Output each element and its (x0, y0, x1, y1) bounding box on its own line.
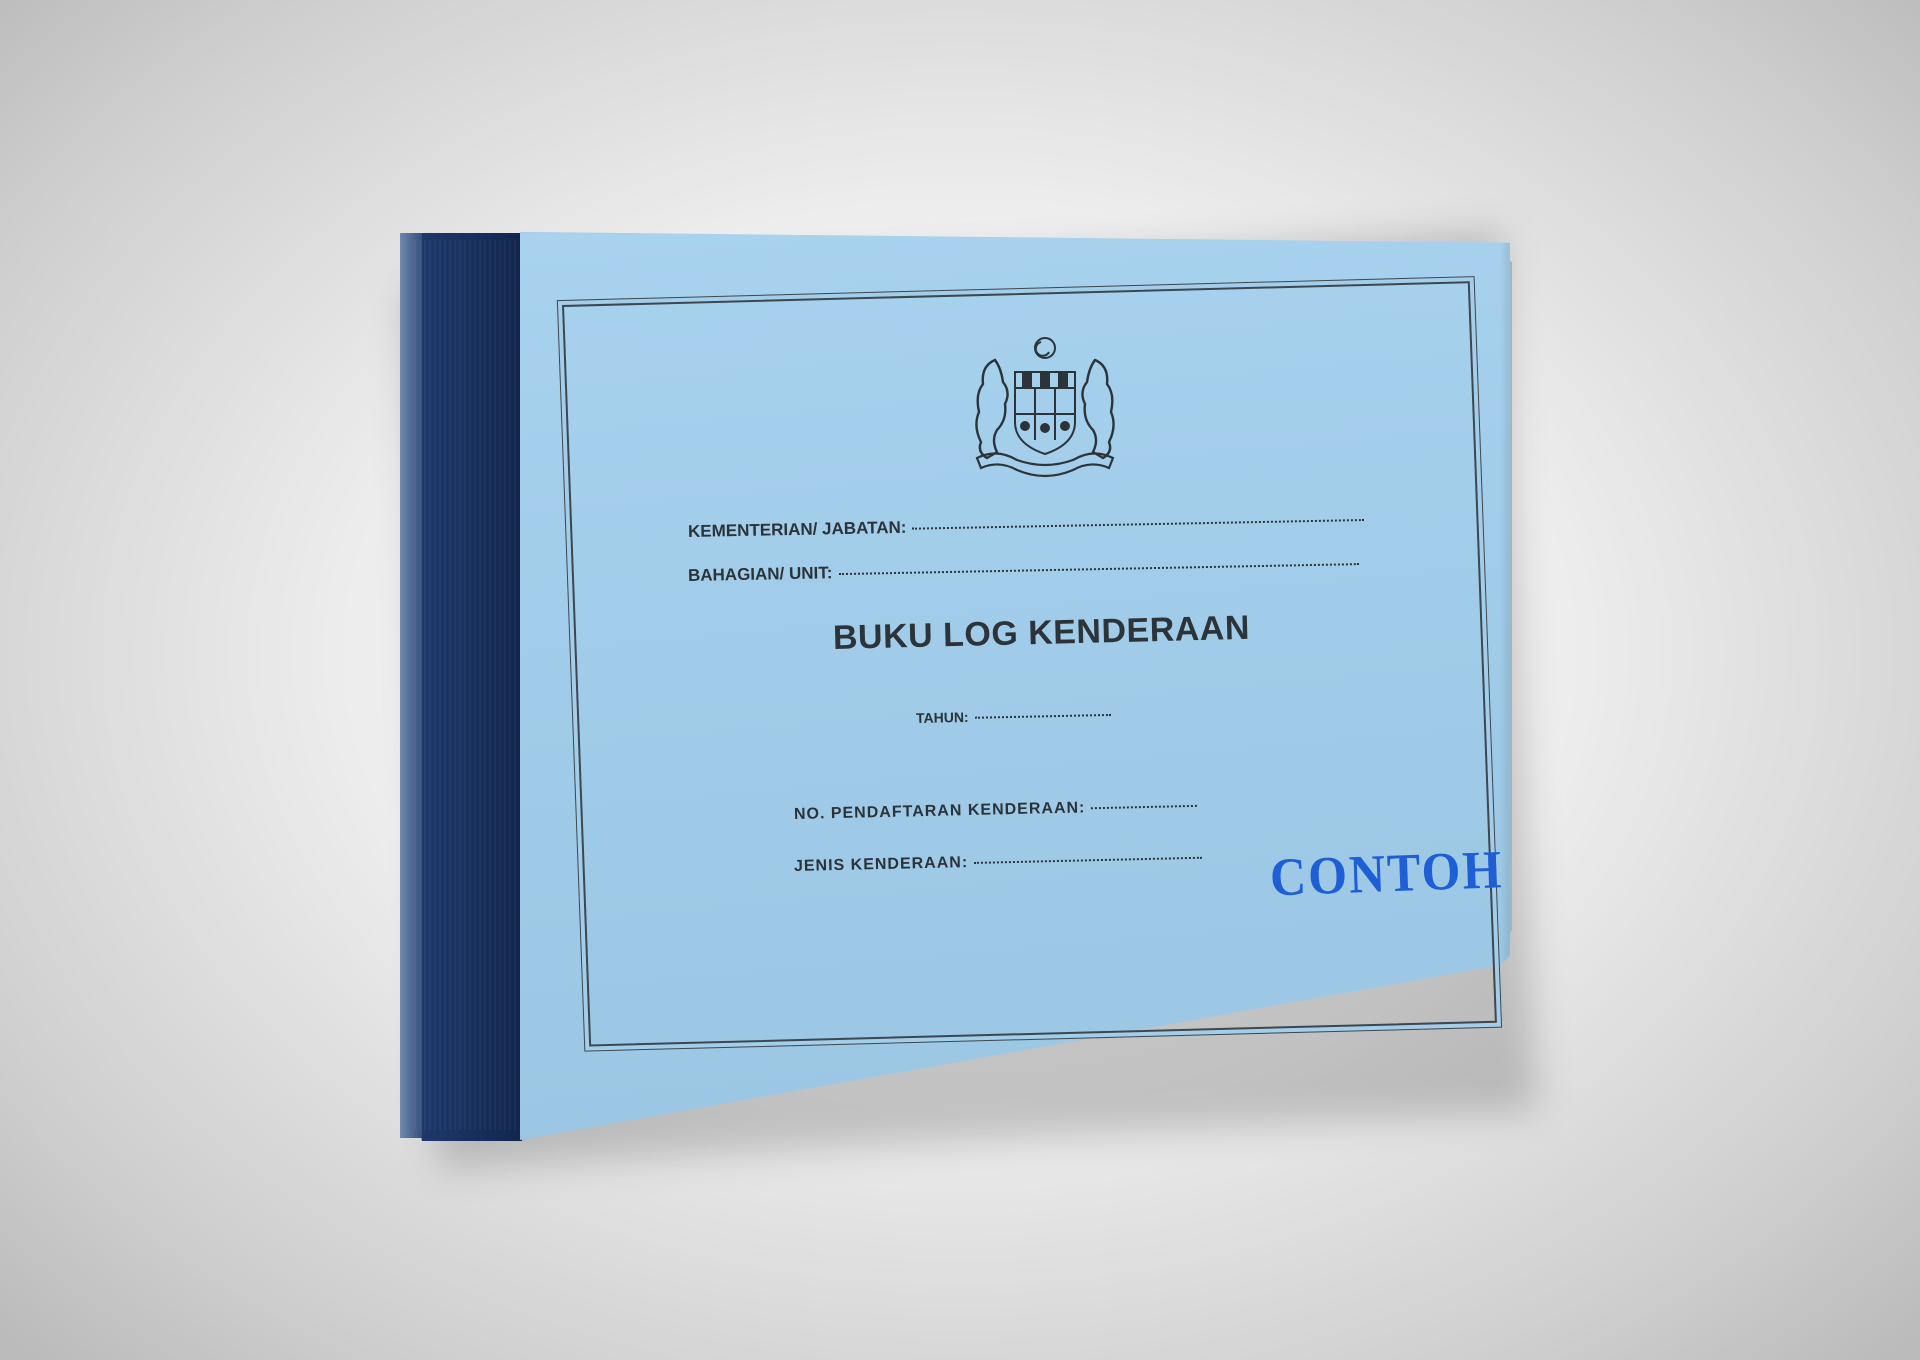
contoh-watermark: CONTOH (1268, 838, 1505, 908)
tahun-dotted-line (975, 714, 1111, 719)
jenis-dotted-line (974, 857, 1202, 864)
bahagian-dotted-line (838, 563, 1358, 575)
spine-edge (400, 233, 422, 1138)
tahun-label: TAHUN: (915, 708, 969, 726)
right-tiger-icon (1082, 360, 1113, 458)
no-pendaftaran-label: NO. PENDAFTARAN KENDERAAN: (793, 799, 1086, 823)
coat-of-arms-icon (955, 330, 1135, 480)
jenis-label: JENIS KENDERAAN: (793, 854, 969, 875)
motto-scroll-icon (977, 453, 1113, 476)
no-pendaftaran-dotted-line (1091, 805, 1197, 809)
crescent-star-icon (1035, 338, 1055, 358)
kementerian-label: KEMENTERIAN/ JABATAN: (687, 517, 907, 541)
bahagian-label: BAHAGIAN/ UNIT: (687, 563, 833, 585)
shield-icon (1015, 372, 1075, 454)
left-tiger-icon (976, 360, 1007, 458)
book-title: BUKU LOG KENDERAAN (832, 608, 1251, 657)
kementerian-dotted-line (912, 519, 1364, 530)
